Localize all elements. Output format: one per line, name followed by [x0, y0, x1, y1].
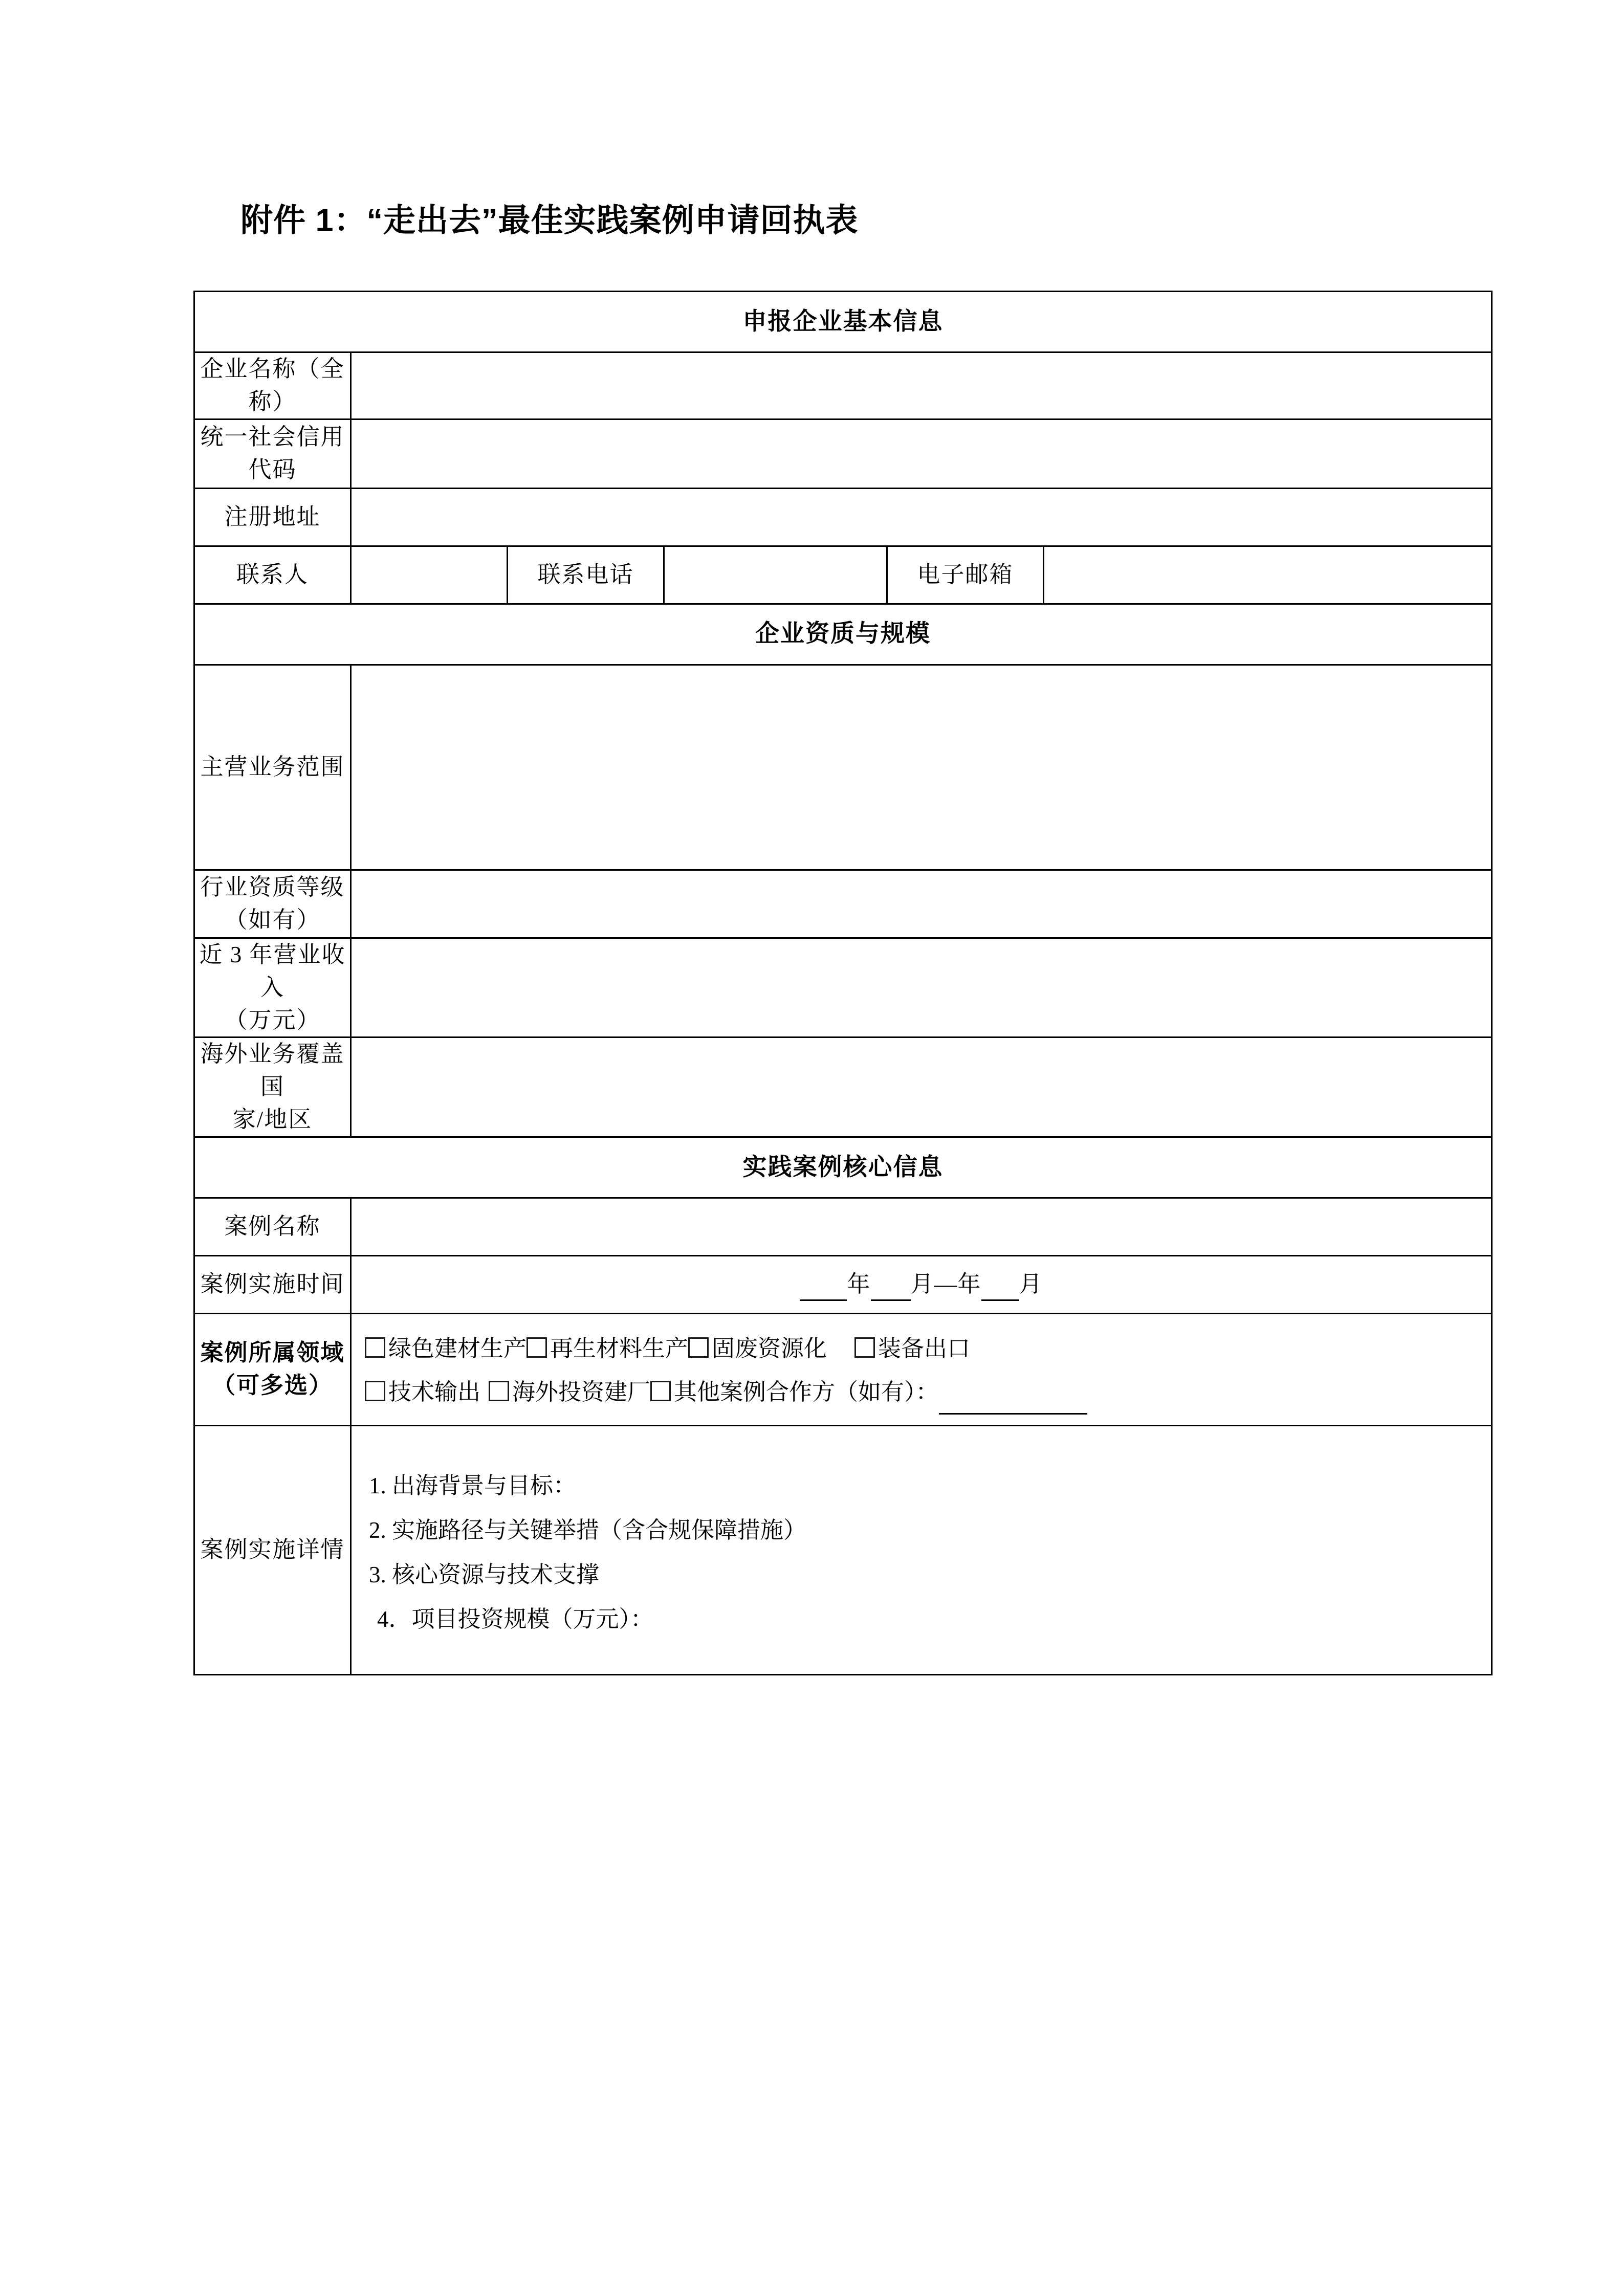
label-revenue-line2: （万元）	[224, 1007, 321, 1033]
label-case-field	[194, 1314, 351, 1426]
label-industry-qualification	[194, 870, 351, 938]
table-row-case-name	[194, 1198, 1492, 1256]
table-row-revenue	[194, 938, 1492, 1037]
blank-start-year[interactable]	[800, 1278, 847, 1301]
input-contact-phone[interactable]	[664, 546, 887, 604]
table-row-case-details	[194, 1426, 1492, 1675]
blank-start-month[interactable]	[871, 1278, 911, 1301]
table-row-overseas-coverage	[194, 1037, 1492, 1137]
label-overseas-coverage-line1: 海外业务覆盖国	[200, 1041, 345, 1100]
label-industry-qualification-line2: （如有）	[224, 907, 321, 933]
unit-end-month: 月	[1019, 1271, 1043, 1297]
label-credit-code-line2: 代码	[248, 456, 297, 482]
range-dash: —	[934, 1271, 958, 1297]
table-row-case-field	[194, 1314, 1492, 1426]
input-industry-qualification[interactable]	[351, 870, 1492, 938]
case-detail-item-1: 1. 出海背景与目标：	[369, 1473, 577, 1499]
input-overseas-coverage[interactable]	[351, 1037, 1492, 1137]
label-main-business-scope: 主营业务范围	[194, 665, 351, 870]
option-label-technology-export[interactable]: 技术输出	[388, 1379, 481, 1405]
table-row-company-name	[194, 352, 1492, 420]
label-case-details: 案例实施详情	[194, 1426, 351, 1675]
case-field-options	[351, 1314, 1492, 1426]
section-header-case-core	[194, 1137, 1492, 1198]
option-label-solid-waste-resource[interactable]: 固废资源化	[712, 1335, 827, 1361]
table-row-credit-code	[194, 419, 1492, 488]
checkbox-solid-waste-resource[interactable]	[688, 1337, 709, 1358]
label-revenue	[194, 938, 351, 1037]
input-company-name[interactable]	[351, 352, 1492, 420]
case-detail-item-2: 2. 实施路径与关键举措（含合规保障措施）	[369, 1517, 807, 1543]
checkbox-other-partner[interactable]	[650, 1381, 671, 1401]
label-case-name: 案例名称	[194, 1198, 351, 1256]
option-label-overseas-factory[interactable]: 海外投资建厂	[512, 1379, 651, 1405]
checkbox-green-building-materials[interactable]	[365, 1337, 385, 1358]
section-header-company-basic	[194, 292, 1492, 352]
option-label-recycled-materials[interactable]: 再生材料生产	[550, 1335, 689, 1361]
section-title-company-qualification: 企业资质与规模	[194, 604, 1492, 665]
table-row-main-business-scope	[194, 665, 1492, 870]
checkbox-overseas-factory[interactable]	[489, 1381, 509, 1401]
section-header-company-qualification	[194, 604, 1492, 665]
checkbox-recycled-materials[interactable]	[527, 1337, 547, 1358]
label-company-name: 企业名称（全称）	[194, 352, 351, 420]
case-field-option-row-2	[365, 1371, 1478, 1415]
label-case-field-line2: （可多选）	[212, 1373, 333, 1399]
label-credit-code-line1: 统一社会信用	[200, 424, 345, 450]
option-label-equipment-export[interactable]: 装备出口	[878, 1335, 971, 1361]
input-case-details[interactable]	[351, 1426, 1492, 1675]
option-label-other-partner[interactable]: 其他案例合作方（如有）：	[674, 1379, 939, 1405]
option-label-green-building-materials[interactable]: 绿色建材生产	[388, 1335, 527, 1361]
input-case-period[interactable]	[351, 1256, 1492, 1314]
checkbox-technology-export[interactable]	[365, 1381, 385, 1401]
page-title: 附件 1：“走出去”最佳实践案例申请回执表	[240, 203, 859, 238]
label-case-period: 案例实施时间	[194, 1256, 351, 1314]
label-registered-address: 注册地址	[194, 488, 351, 546]
label-contact-phone: 联系电话	[508, 546, 664, 604]
checkbox-equipment-export[interactable]	[854, 1337, 875, 1358]
input-credit-code[interactable]	[351, 419, 1492, 488]
section-title-company-basic: 申报企业基本信息	[194, 292, 1492, 352]
unit-start-month: 月	[910, 1271, 934, 1297]
blank-end-month[interactable]	[981, 1278, 1019, 1301]
label-email: 电子邮箱	[887, 546, 1044, 604]
case-field-option-block	[352, 1316, 1491, 1424]
case-detail-item-4: 4．项目投资规模（万元）：	[377, 1606, 654, 1632]
input-contact-person[interactable]	[351, 546, 508, 604]
input-email[interactable]	[1044, 546, 1492, 604]
case-period-line	[352, 1268, 1491, 1301]
input-revenue[interactable]	[351, 938, 1492, 1037]
application-form-table	[193, 291, 1493, 1675]
label-case-field-line1: 案例所属领域	[200, 1340, 345, 1366]
label-industry-qualification-line1: 行业资质等级	[200, 874, 345, 900]
case-detail-item-3: 3. 核心资源与技术支撑	[369, 1562, 600, 1588]
input-registered-address[interactable]	[351, 488, 1492, 546]
section-title-case-core: 实践案例核心信息	[194, 1137, 1492, 1198]
table-row-contact	[194, 546, 1492, 604]
unit-start-year: 年	[847, 1271, 871, 1297]
label-revenue-line1: 近 3 年营业收入	[199, 941, 346, 1000]
label-overseas-coverage	[194, 1037, 351, 1137]
table-row-registered-address	[194, 488, 1492, 546]
label-overseas-coverage-line2: 家/地区	[232, 1107, 313, 1133]
label-contact-person: 联系人	[194, 546, 351, 604]
input-case-name[interactable]	[351, 1198, 1492, 1256]
table-row-case-period	[194, 1256, 1492, 1314]
case-details-list	[352, 1457, 1491, 1643]
input-other-partner[interactable]	[939, 1392, 1087, 1415]
label-credit-code	[194, 419, 351, 488]
table-row-industry-qualification	[194, 870, 1492, 938]
case-field-option-row-1	[365, 1327, 1478, 1371]
unit-end-year: 年	[957, 1271, 981, 1297]
input-main-business-scope[interactable]	[351, 665, 1492, 870]
